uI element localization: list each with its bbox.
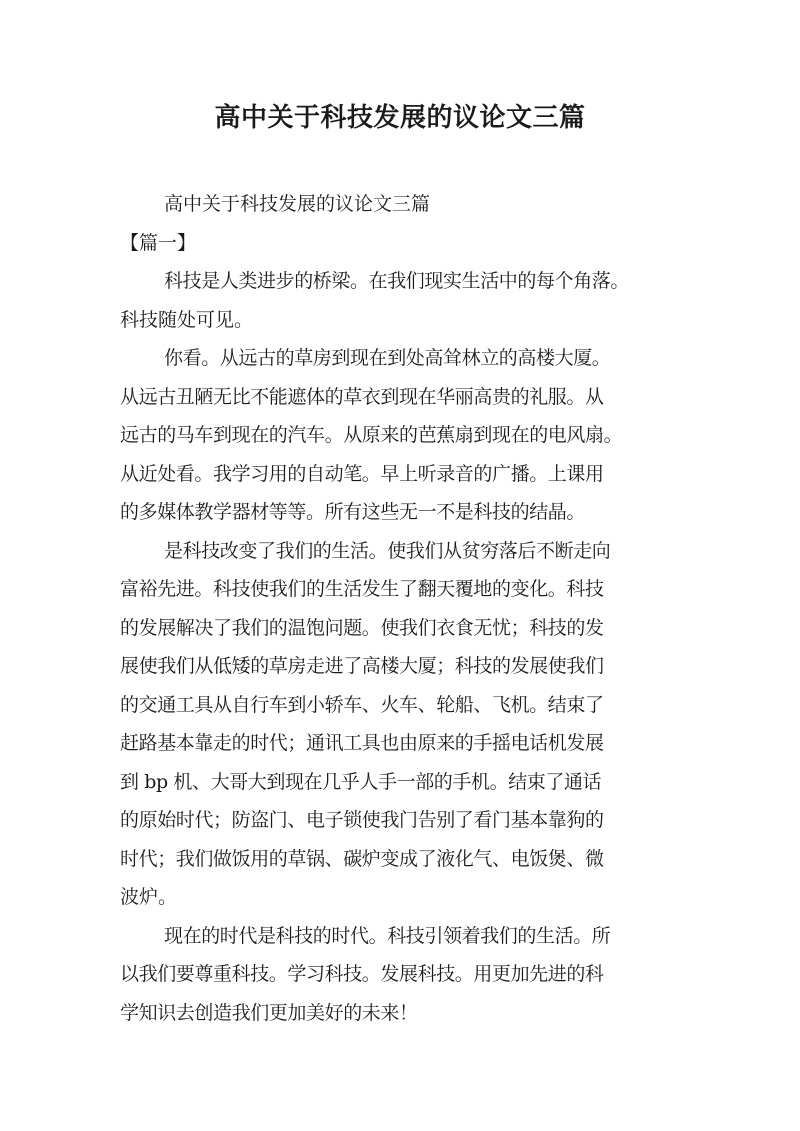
paragraph-line: 的原始时代；防盗门、电子锁使我门告别了看门基本靠狗的 [120, 809, 604, 831]
paragraph-line: 的多媒体教学器材等等。所有这些无一不是科技的结晶。 [120, 501, 586, 523]
paragraph-line: 从近处看。我学习用的自动笔。早上听录音的广播。上课用 [120, 462, 604, 485]
paragraph-line: 学知识去创造我们更加美好的未来！ [120, 1001, 418, 1024]
paragraph-line: 科技随处可见。 [120, 308, 254, 331]
paragraph-line: 的交通工具从自行车到小轿车、火车、轮船、飞机。结束了 [120, 693, 604, 716]
paragraph-line: 到 bp 机、大哥大到现在几乎人手一部的手机。结束了通话 [120, 770, 602, 793]
paragraph-line: 远古的马车到现在的汽车。从原来的芭蕉扇到现在的电风扇。 [120, 424, 623, 446]
paragraph-line: 时代；我们做饭用的草锅、碳炉变成了液化气、电饭煲、微 [120, 847, 604, 870]
paragraph-line: 展使我们从低矮的草房走进了高楼大厦；科技的发展使我们 [120, 655, 604, 677]
paragraph-line: 你看。从远古的草房到现在到处高耸林立的高楼大厦。 [164, 347, 611, 369]
paragraph-line: 的发展解决了我们的温饱问题。使我们衣食无忧；科技的发 [120, 616, 604, 639]
paragraph-line: 波炉。 [120, 886, 178, 908]
section-heading: 【篇一】 [120, 231, 197, 254]
paragraph-line: 是科技改变了我们的生活。使我们从贫穷落后不断走向 [164, 539, 611, 562]
document-body [120, 185, 686, 1032]
paragraph-line: 从远古丑陋无比不能遮体的草衣到现在华丽高贵的礼服。从 [120, 385, 604, 408]
paragraph-line: 赶路基本靠走的时代；通讯工具也由原来的手摇电话机发展 [120, 732, 604, 754]
document-title: 高中关于科技发展的议论文三篇 [214, 103, 586, 133]
paragraph-line: 科技是人类进步的桥梁。在我们现实生活中的每个角落。 [164, 270, 630, 292]
paragraph-line: 以我们要尊重科技。学习科技。发展科技。用更加先进的科 [120, 963, 604, 985]
paragraph-line: 现在的时代是科技的时代。科技引领着我们的生活。所 [164, 924, 611, 947]
paragraph-line: 富裕先进。科技使我们的生活发生了翻天覆地的变化。科技 [120, 578, 604, 600]
subtitle-line: 高中关于科技发展的议论文三篇 [164, 193, 431, 215]
